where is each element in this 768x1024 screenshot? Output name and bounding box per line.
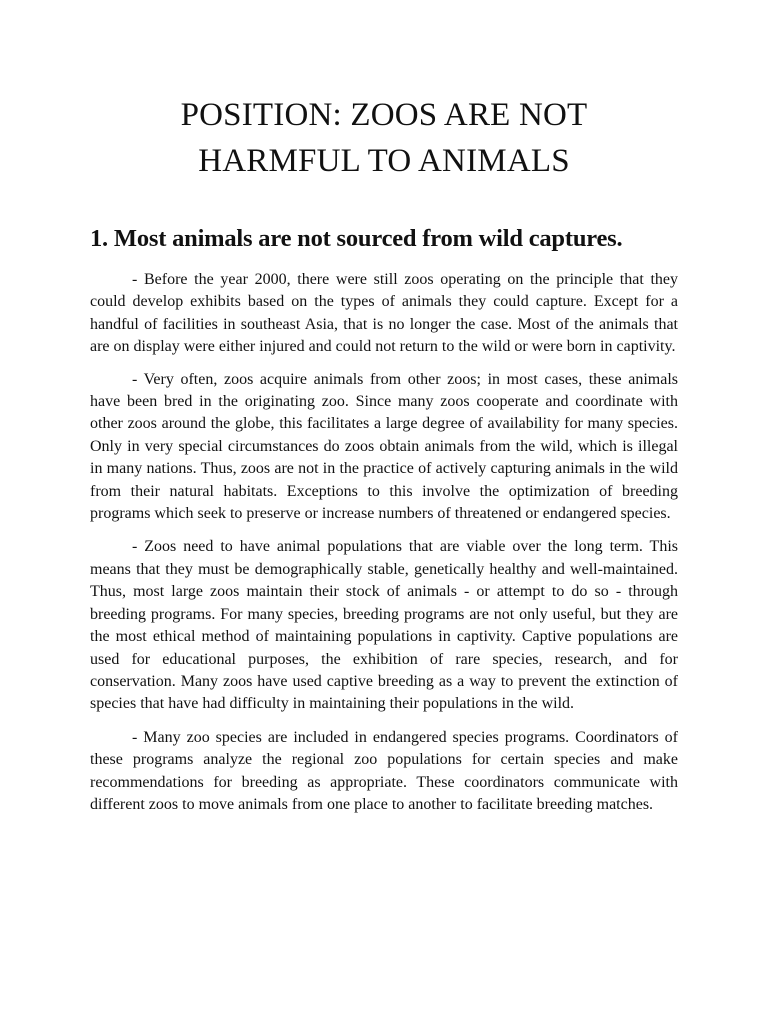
paragraph-3: - Zoos need to have animal populations that are viable over the long term. This means that they must be demographically stable, genetically healthy and well-maintained. Thus, most large zoos maintain their stock of animals - or attempt to do so - through breeding programs. For many species, breeding programs are not only useful, but they are the most ethical method of maintaining populations in captivity. Captive populations are used for educational purposes, the exhibition of rare species, research, and for conservation. Many zoos have used captive breeding as a way to prevent the extinction of species that have had difficulty in maintaining their populations in the wild. bbox=[90, 538, 678, 713]
paragraph-4: - Many zoo species are included in endangered species programs. Coordinators of these programs analyze the regional zoo populations for certain species and make recommendations for breeding as appropriate. These coordinators communicate with different zoos to move animals from one place to another to facilitate breeding matches. bbox=[90, 728, 678, 813]
page-title bbox=[90, 0, 678, 184]
title-line-1: POSITION: ZOOS ARE NOT bbox=[180, 97, 588, 133]
section-heading: 1. Most animals are not sourced from wild captures. bbox=[90, 225, 623, 252]
title-line-2: HARMFUL TO ANIMALS bbox=[198, 143, 570, 179]
paragraph-2: - Very often, zoos acquire animals from other zoos; in most cases, these animals have been bred in the originating zoo. Since many zoos cooperate and coordinate with other zoos around the globe, this facilitates a large degree of availability for many species. Only in very special circumstances do zoos obtain animals from the wild, which is illegal in many nations. Thus, zoos are not in the practice of actively capturing animals in the wild from their natural habitats. Exceptions to this involve the optimization of breeding programs which seek to preserve or increase numbers of threatened or endangered species. bbox=[90, 370, 678, 523]
paragraph-1: - Before the year 2000, there were still zoos operating on the principle that they could develop exhibits based on the types of animals they could capture. Except for a handful of facilities in southeast Asia, that is no longer the case. Most of the animals that are on display were either injured and could not return to the wild or were born in captivity. bbox=[90, 271, 678, 356]
